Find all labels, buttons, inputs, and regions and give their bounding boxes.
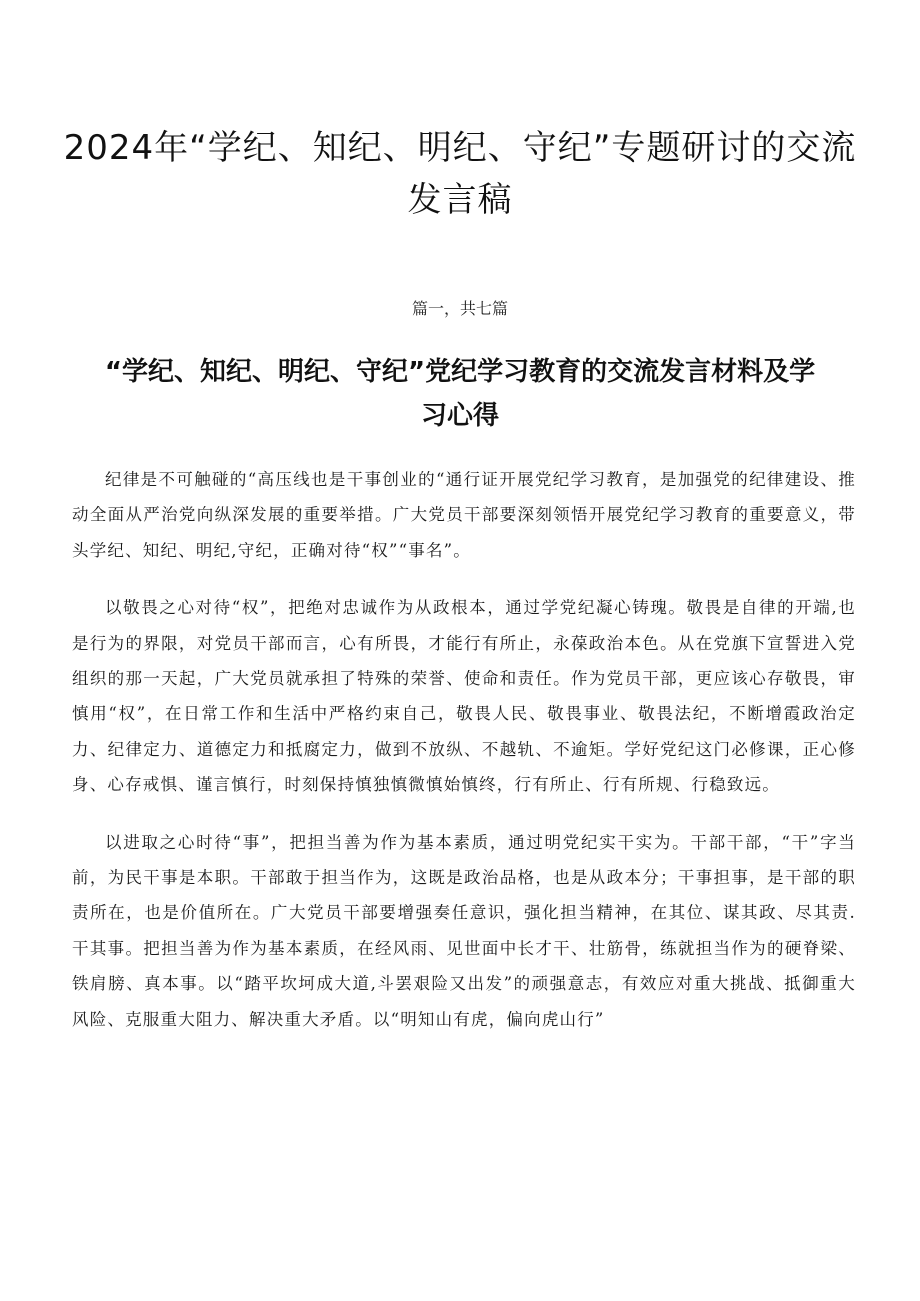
section-label: 篇一，共七篇 — [411, 299, 508, 318]
body-text — [72, 462, 856, 1059]
paragraph: 以进取之心时待“事”，把担当善为作为基本素质，通过明党纪实干实为。干部干部，“干”字当前，为民干事是本职。干部敢于担当作为，这既是政治品格，也是从政本分；干事担事，是干部的职责所在，也是价值所在。广大党员干部要增强奏任意识，强化担当精神，在其位、谋其政、尽其责.干其事。把担当善为作为基本素质，在经风雨、见世面中长才干、壮筋骨，练就担当作为的硬脊梁、铁肩膀、真本事。以“踏平坎坷成大道,斗罢艰险又出发”的顽强意志，有效应对重大挑战、抵御重大风险、克服重大阻力、解决重大矛盾。以“明知山有虎，偏向虎山行” — [72, 832, 856, 1029]
section-subtitle: “学纪、知纪、明纪、守纪”党纪学习教育的交流发言材料及学习心得 — [104, 357, 816, 431]
paragraph: 纪律是不可触碰的“高压线也是干事创业的“通行证开展党纪学习教育，是加强党的纪律建设、推动全面从严治党向纵深发展的重要举措。广大党员干部要深刻领悟开展党纪学习教育的重要意义，带头学纪、知纪、明纪,守纪，正确对待“权”“事名”。 — [72, 470, 856, 560]
paragraph: 以敬畏之心对待“权”，把绝对忠诚作为从政根本，通过学党纪凝心铸瑰。敬畏是自律的开端,也是行为的界限，对党员干部而言，心有所畏，才能行有所止，永葆政治本色。从在党旗下宣誓进入党组织的那一天起，广大党员就承担了特殊的荣誉、使命和责任。作为党员干部，更应该心存敬畏，审慎用“权”，在日常工作和生活中严格约束自己，敬畏人民、敬畏事业、敬畏法纪，不断增霞政治定力、纪律定力、道德定力和抵腐定力，做到不放纵、不越轨、不逾矩。学好党纪这门必修课，正心修身、心存戒惧、谨言慎行，时刻保持慎独慎微慎始慎终，行有所止、行有所规、行稳致远。 — [72, 598, 856, 795]
document-title: 2024年“学纪、知纪、明纪、守纪”专题研讨的交流发言稿 — [63, 128, 857, 220]
